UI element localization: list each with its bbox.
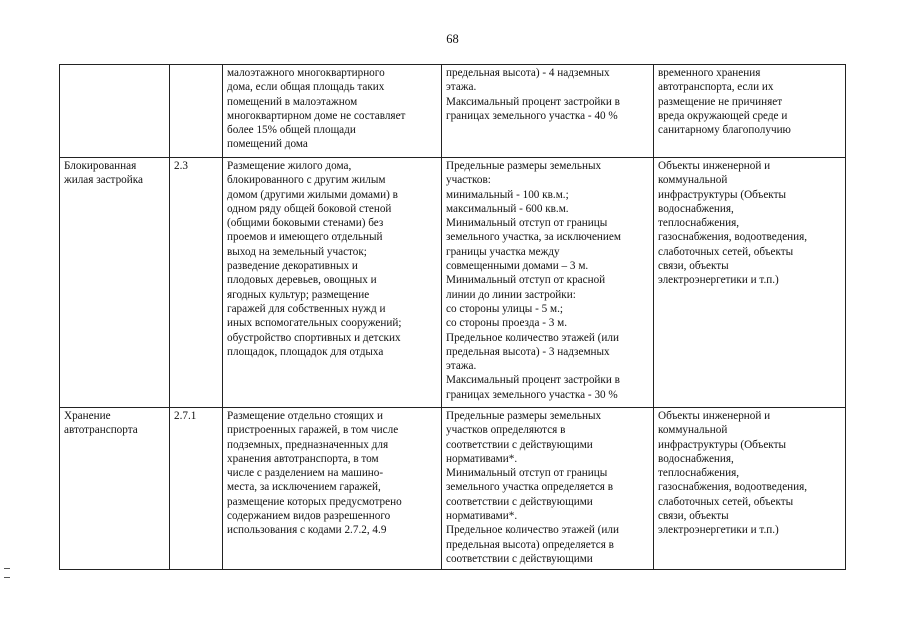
use-name-line: Хранение — [64, 410, 111, 422]
auxiliary-line: водоснабжения, — [658, 202, 734, 215]
description-line: разведение декоративных и — [227, 260, 358, 273]
parameter-line: совмещенными домами – 3 м. — [446, 260, 589, 273]
auxiliary-line: слаботочных сетей, объекты — [658, 245, 794, 258]
auxiliary-line: инфраструктуры (Объекты — [658, 438, 787, 451]
parameter-line: Минимальный отступ от границы — [446, 217, 608, 230]
description-line: помещений дома — [227, 138, 308, 151]
description-line: иных вспомогательных сооружений; — [227, 317, 402, 330]
auxiliary-uses-cell — [654, 65, 846, 158]
parameter-line: со стороны проезда - 3 м. — [446, 317, 568, 330]
parameter-line: Предельные размеры земельных — [446, 160, 602, 172]
auxiliary-line: санитарному благополучию — [658, 124, 791, 137]
parameter-line: соответствии с действующими — [446, 438, 593, 451]
auxiliary-line: связи, объекты — [658, 510, 729, 523]
auxiliary-line: газоснабжения, водоотведения, — [658, 481, 808, 494]
parameter-line: предельная высота) - 4 надземных — [446, 67, 610, 79]
table-row — [60, 65, 846, 158]
parameter-line: нормативами*. — [446, 510, 518, 523]
auxiliary-line: связи, объекты — [658, 260, 729, 273]
parameter-line: Минимальный отступ от границы — [446, 467, 608, 480]
auxiliary-line: Объекты инженерной и — [658, 160, 771, 172]
description-line: Размещение жилого дома, — [227, 160, 352, 172]
description-line: числе с разделением на машино- — [227, 467, 384, 480]
parameters-cell — [442, 65, 654, 158]
parameter-line: участков определяются в — [446, 424, 566, 437]
auxiliary-line: водоснабжения, — [658, 452, 734, 465]
description-line: блокированного с другим жилым — [227, 174, 386, 187]
auxiliary-line: Объекты инженерной и — [658, 410, 771, 422]
parameter-line: Максимальный процент застройки в — [446, 374, 620, 387]
parameter-line: максимальный - 600 кв.м. — [446, 202, 569, 215]
use-description-cell — [223, 65, 442, 158]
auxiliary-line: коммунальной — [658, 424, 728, 437]
scan-edge-mark — [4, 568, 10, 578]
parameter-line: границах земельного участка - 30 % — [446, 388, 618, 401]
parameter-line: минимальный - 100 кв.м.; — [446, 188, 569, 201]
parameter-line: соответствии с действующими — [446, 552, 593, 565]
description-line: ягодных культур; размещение — [227, 288, 370, 301]
auxiliary-line: временного хранения — [658, 67, 761, 79]
auxiliary-line: автотранспорта, если их — [658, 81, 774, 94]
parameter-line: Минимальный отступ от красной — [446, 274, 606, 287]
description-line: выход на земельный участок; — [227, 245, 367, 258]
description-line: обустройство спортивных и детских — [227, 331, 401, 344]
parameter-line: границах земельного участка - 40 % — [446, 109, 618, 122]
description-line: многоквартирном доме не составляет — [227, 109, 406, 122]
auxiliary-line: теплоснабжения, — [658, 217, 740, 230]
description-line: использования с кодами 2.7.2, 4.9 — [227, 524, 387, 537]
auxiliary-line: коммунальной — [658, 174, 728, 187]
parameters-cell — [442, 408, 654, 570]
use-name-line: автотранспорта — [64, 424, 138, 437]
description-line: домом (другими жилыми домами) в — [227, 188, 398, 201]
description-line: пристроенных гаражей, в том числе — [227, 424, 399, 437]
auxiliary-line: слаботочных сетей, объекты — [658, 495, 794, 508]
parameter-line: этажа. — [446, 81, 477, 94]
parameter-line: со стороны улицы - 5 м.; — [446, 302, 564, 315]
use-name-cell — [60, 158, 170, 408]
parameter-line: предельная высота) - 3 надземных — [446, 345, 610, 358]
parameters-cell — [442, 158, 654, 408]
auxiliary-line: газоснабжения, водоотведения, — [658, 231, 808, 244]
use-name-line: Блокированная — [64, 160, 137, 172]
table-row — [60, 408, 846, 570]
description-line: гаражей для собственных нужд и — [227, 302, 386, 315]
parameter-line: нормативами*. — [446, 452, 518, 465]
auxiliary-line: вреда окружающей среде и — [658, 109, 788, 122]
description-line: содержанием видов разрешенного — [227, 510, 391, 523]
parameter-line: Предельные размеры земельных — [446, 410, 602, 422]
use-name-cell — [60, 408, 170, 570]
parameter-line: границы участка между — [446, 245, 560, 258]
use-code-cell — [170, 65, 223, 158]
description-line: плодовых деревьев, овощных и — [227, 274, 377, 287]
auxiliary-line: теплоснабжения, — [658, 467, 740, 480]
description-line: малоэтажного многоквартирного — [227, 67, 385, 79]
description-line: места, за исключением гаражей, — [227, 481, 381, 494]
description-line: хранения автотранспорта, в том — [227, 452, 379, 465]
use-name-cell — [60, 65, 170, 158]
auxiliary-uses-cell — [654, 158, 846, 408]
auxiliary-line: размещение не причиняет — [658, 95, 783, 108]
description-line: более 15% общей площади — [227, 124, 356, 137]
description-line: проемов и имеющего отдельный — [227, 231, 383, 244]
parameter-line: линии до линии застройки: — [446, 288, 576, 301]
land-use-table — [59, 64, 846, 570]
description-line: площадок, площадок для отдыха — [227, 345, 384, 358]
auxiliary-line: электроэнергетики и т.п.) — [658, 524, 779, 537]
parameter-line: Максимальный процент застройки в — [446, 95, 620, 108]
parameter-line: Предельное количество этажей (или — [446, 331, 619, 344]
use-code-cell: 2.7.1 — [170, 408, 223, 570]
description-line: размещение которых предусмотрено — [227, 495, 402, 508]
description-line: подземных, предназначенных для — [227, 438, 389, 451]
auxiliary-line: электроэнергетики и т.п.) — [658, 274, 779, 287]
description-line: помещений в малоэтажном — [227, 95, 358, 108]
table-row — [60, 158, 846, 408]
use-name-line: жилая застройка — [64, 174, 143, 187]
auxiliary-uses-cell — [654, 408, 846, 570]
use-code-cell: 2.3 — [170, 158, 223, 408]
parameter-line: Предельное количество этажей (или — [446, 524, 619, 537]
parameter-line: соответствии с действующими — [446, 495, 593, 508]
description-line: Размещение отдельно стоящих и — [227, 410, 383, 422]
parameter-line: земельного участка, за исключением — [446, 231, 621, 244]
auxiliary-line: инфраструктуры (Объекты — [658, 188, 787, 201]
use-description-cell — [223, 158, 442, 408]
use-description-cell — [223, 408, 442, 570]
parameter-line: участков: — [446, 174, 491, 187]
description-line: дома, если общая площадь таких — [227, 81, 385, 94]
parameter-line: этажа. — [446, 360, 477, 373]
parameter-line: предельная высота) определяется в — [446, 538, 614, 551]
parameter-line: земельного участка определяется в — [446, 481, 614, 494]
page-number: 68 — [446, 32, 459, 46]
description-line: одном ряду общей боковой стеной — [227, 202, 392, 215]
description-line: (общими боковыми стенами) без — [227, 217, 384, 230]
